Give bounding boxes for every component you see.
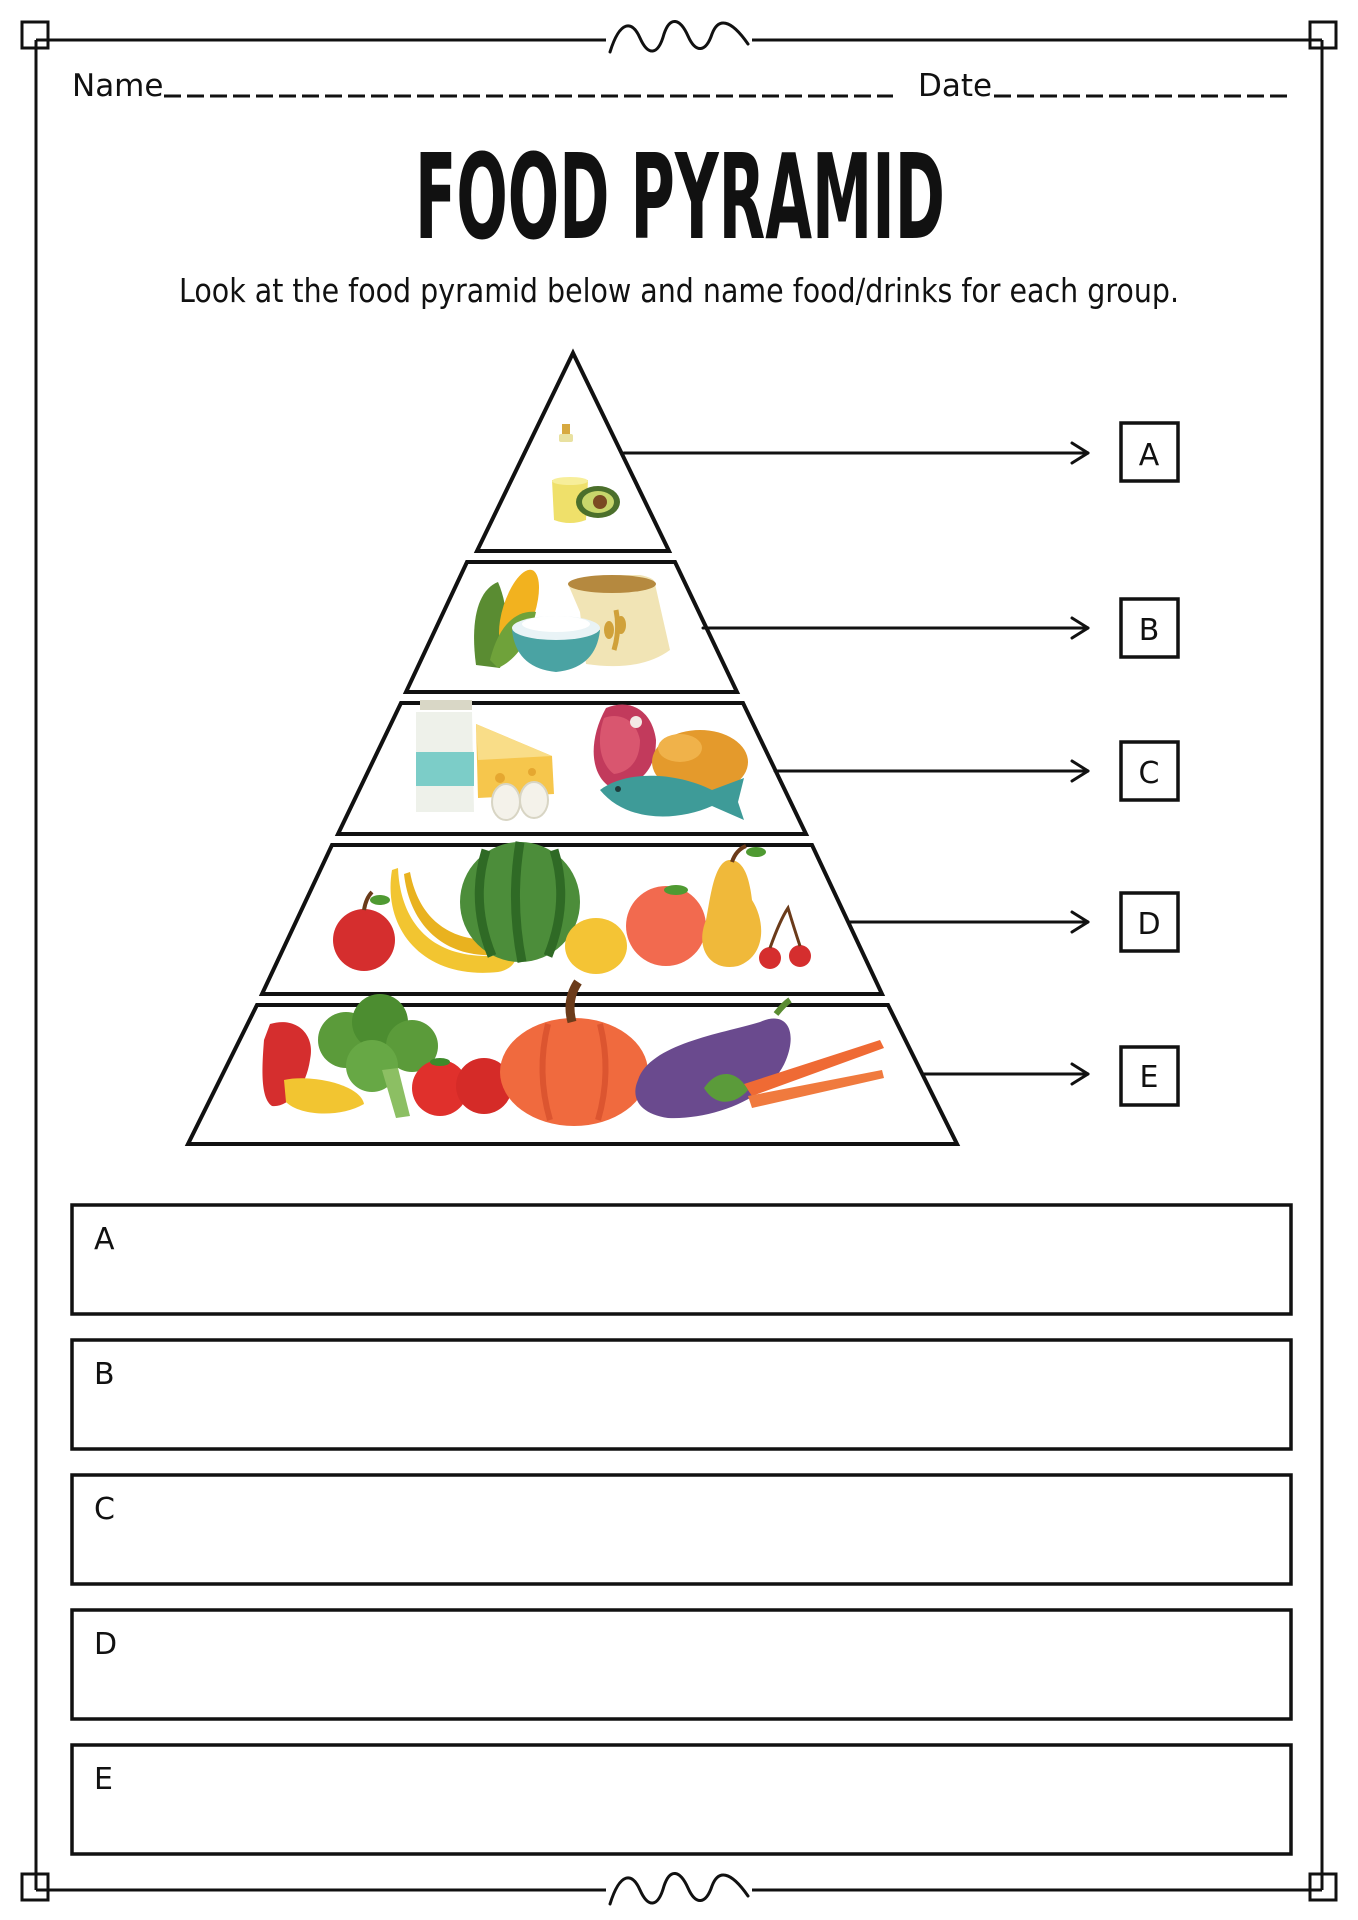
answer-label-a: A: [94, 1222, 115, 1257]
label-box-c: [1121, 742, 1178, 800]
answer-label-d: D: [94, 1627, 118, 1662]
label-e: E: [1139, 1060, 1159, 1095]
answer-box-a[interactable]: [72, 1205, 1291, 1314]
top-squiggle-ornament: [610, 21, 748, 52]
pyramid-labels: [1121, 423, 1178, 1105]
answer-box-b[interactable]: [72, 1340, 1291, 1449]
label-box-a: [1121, 423, 1178, 481]
answer-label-e: E: [94, 1762, 113, 1797]
apple-icon: [333, 909, 395, 971]
label-box-b: [1121, 599, 1178, 657]
answer-box-e[interactable]: [72, 1745, 1291, 1854]
eggs-icon: [492, 784, 520, 820]
answer-label-b: B: [94, 1357, 115, 1392]
name-label: Name: [72, 68, 164, 104]
answer-boxes: [72, 1205, 1291, 1854]
label-d: D: [1137, 907, 1161, 942]
label-c: C: [1138, 756, 1160, 791]
label-a: A: [1138, 438, 1160, 473]
page-title: FOOD PYRAMID: [415, 128, 945, 266]
label-box-d: [1121, 893, 1178, 951]
lemon-icon: [565, 918, 627, 974]
answer-box-c[interactable]: [72, 1475, 1291, 1584]
date-label: Date: [918, 68, 993, 104]
cherries-icon: [759, 947, 781, 969]
answer-label-c: C: [94, 1492, 115, 1527]
instruction-text: Look at the food pyramid below and name food/drinks for each group.: [179, 271, 1179, 310]
label-box-e: [1121, 1047, 1178, 1105]
pumpkin-icon: [500, 1018, 648, 1126]
peach-icon: [626, 886, 706, 966]
answer-box-d[interactable]: [72, 1610, 1291, 1719]
milk-carton-icon: [416, 752, 474, 786]
label-b: B: [1138, 613, 1160, 648]
bottom-squiggle-ornament: [610, 1873, 748, 1904]
